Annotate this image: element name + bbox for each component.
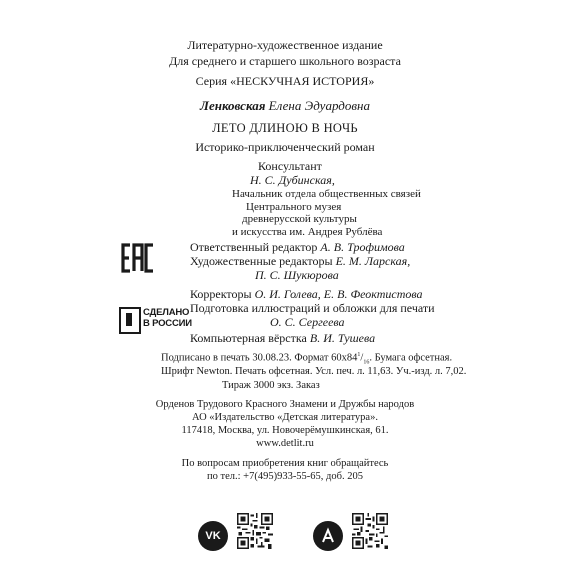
responsible-editor-name: А. В. Трофимова xyxy=(320,240,405,254)
qr-code-vk-image xyxy=(237,513,273,549)
proofreaders-names: О. И. Голева, Е. В. Феоктистова xyxy=(254,287,423,301)
author-name xyxy=(0,98,570,114)
made-in-russia-line2: В РОССИИ xyxy=(143,318,192,329)
contact-phone: по тел.: +7(495)933-55-65, доб. 205 xyxy=(207,471,363,482)
made-in-russia-logo xyxy=(119,306,194,333)
print-data-line3: Тираж 3000 экз. Заказ xyxy=(222,380,320,391)
consultant-desc-line: Центрального музея xyxy=(246,200,342,213)
proofreaders xyxy=(190,287,423,302)
format-denominator: 16 xyxy=(363,359,370,366)
series-name: Серия «НЕСКУЧНАЯ ИСТОРИЯ» xyxy=(195,74,375,88)
art-editor-name-2: П. С. Шукюрова xyxy=(255,268,339,282)
qr-code-detlit-image xyxy=(352,513,388,549)
consultant-desc-line: Начальник отдела общественных связей xyxy=(232,188,421,200)
edition-type: Литературно-художественное издание xyxy=(187,38,383,52)
consultant-desc-line: и искусства им. Андрея Рублёва xyxy=(232,225,383,238)
consultant-desc-line: древнерусской культуры xyxy=(242,213,357,225)
layout-name: В. И. Тушева xyxy=(309,331,376,345)
print-data-line1: Подписано в печать 30.08.23. Формат $60x84^1/_{16}$. Бумага офсетная. xyxy=(161,352,453,366)
publisher-address: 117418, Москва, ул. Новочерёмушкинская, 61. xyxy=(181,425,389,436)
publisher-website: www.detlit.ru xyxy=(256,438,314,449)
qr-code-vk[interactable] xyxy=(237,513,273,549)
vk-logo-icon[interactable]: VK xyxy=(198,521,228,551)
consultant-label: Консультант xyxy=(258,159,322,173)
qr-code-detlit[interactable] xyxy=(352,513,388,549)
age-group: Для среднего и старшего школьного возраста xyxy=(169,54,401,68)
responsible-editor-label: Ответственный редактор xyxy=(190,240,318,254)
made-in-russia-box-icon xyxy=(119,307,141,334)
detlit-logo-icon[interactable] xyxy=(313,521,343,551)
art-editors-label: Художественные редакторы xyxy=(190,254,333,268)
print-format-text: Подписано в печать 30.08.23. Формат 60x84 xyxy=(161,352,358,364)
proofreaders-label: Корректоры xyxy=(190,287,252,301)
book-title: ЛЕТО ДЛИНОЮ В НОЧЬ xyxy=(212,121,358,135)
consultant-name: Н. С. Дубинская, xyxy=(250,173,335,187)
author-surname: Ленковская xyxy=(200,98,266,113)
illustration-prep-name: О. С. Сергеева xyxy=(270,315,345,329)
made-in-russia-line1: СДЕЛАНО xyxy=(143,307,190,318)
illustration-prep-label: Подготовка иллюстраций и обложки для печати xyxy=(190,301,435,315)
layout-credit xyxy=(190,331,375,346)
consultant-description xyxy=(232,188,421,238)
art-editors xyxy=(190,254,410,269)
contact-line1: По вопросам приобретения книг обращайтесь xyxy=(181,458,389,469)
format-numerator: 1 xyxy=(357,352,361,358)
responsible-editor xyxy=(190,240,405,255)
author-given-names: Елена Эдуардовна xyxy=(268,98,370,113)
publisher-orders: Орденов Трудового Красного Знамени и Дружбы народов xyxy=(155,399,415,410)
layout-label: Компьютерная вёрстка xyxy=(190,331,307,345)
print-data-line2: Шрифт Newton. Печать офсетная. Усл. печ. л. 11,63. Уч.-изд. л. 7,02. xyxy=(161,366,467,377)
detlit-mark xyxy=(313,521,343,551)
art-editor-name: Е. М. Ларская, xyxy=(335,254,411,268)
eac-logo xyxy=(121,243,155,278)
book-genre: Историко-приключенческий роман xyxy=(195,140,375,154)
paper-type-text: . Бумага офсетная. xyxy=(369,352,453,364)
publisher-name: АО «Издательство «Детская литература». xyxy=(192,412,378,423)
eac-mark xyxy=(121,243,155,273)
